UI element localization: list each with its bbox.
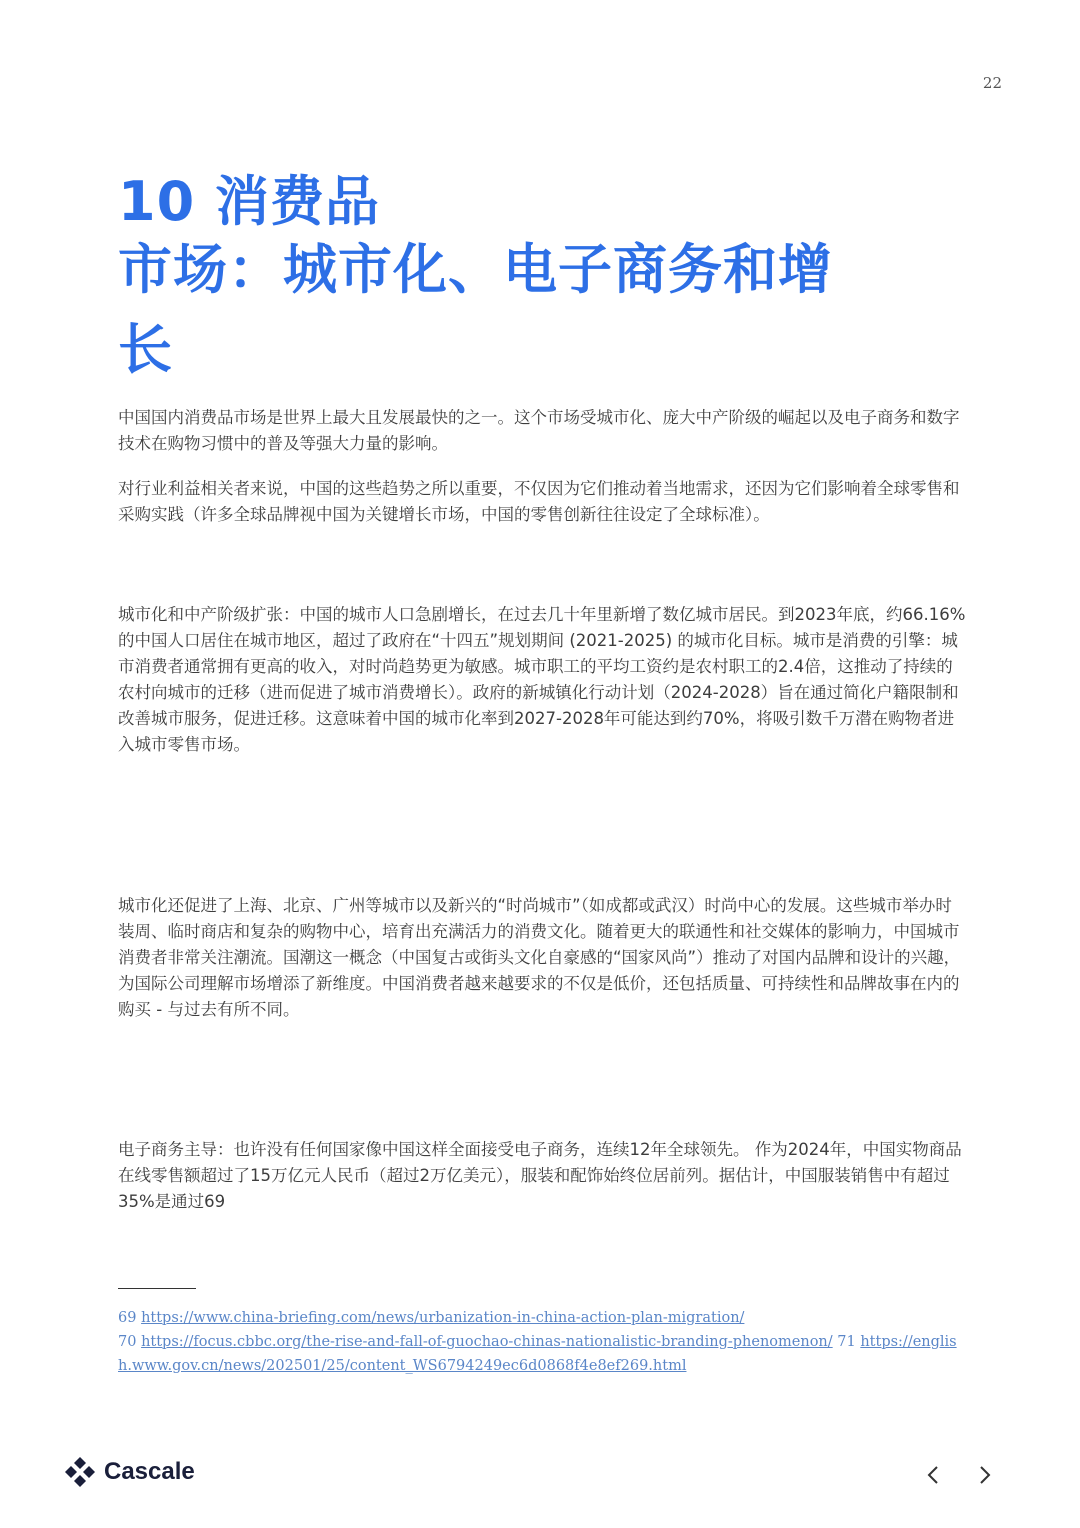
page-number: 22 <box>982 74 1002 92</box>
title-line-2: 市场：城市化、电子商务和增 <box>118 238 833 301</box>
paragraph-ecommerce: 电子商务主导：也许没有任何国家像中国这样全面接受电子商务，连续12年全球领先。 作为2024年，中国实物商品在线零售额超过了15万亿元人民币（超过2万亿美元），服装和配饰始终位居前列。据估计，中国服装销售中有超过35%是通过69 <box>118 1140 962 1211</box>
cascale-logo-icon <box>64 1456 96 1488</box>
page-navigation <box>922 1460 996 1490</box>
title-line-3: 长 <box>118 318 173 381</box>
chevron-right-icon <box>978 1464 992 1486</box>
paragraph-fashion-cities: 城市化还促进了上海、北京、广州等城市以及新兴的“时尚城市”（如成都或武汉）时尚中心的发展。这些城市举办时装周、临时商店和复杂的购物中心，培育出充满活力的消费文化。随着更大的联通性和社交媒体的影响力，中国城市消费者非常关注潮流。国潮这一概念（中国复古或街头文化自豪感的“国家风尚”）推动了对国内品牌和设计的兴趣，为国际公司理解市场增添了新维度。中国消费者越来越要求的不仅是低价，还包括质量、可持续性和品牌故事在内的购买 - 与过去有所不同。 <box>118 896 961 1019</box>
footnote-number: 71 <box>837 1334 856 1350</box>
paragraph-intro: 中国国内消费品市场是世界上最大且发展最快的之一。这个市场受城市化、庞大中产阶级的崛起以及电子商务和数字技术在购物习惯中的普及等强大力量的影响。 <box>118 408 960 453</box>
footnote-69 <box>118 1306 968 1330</box>
paragraph-urbanization: 城市化和中产阶级扩张：中国的城市人口急剧增长，在过去几十年里新增了数亿城市居民。到2023年底，约66.16%的中国人口居住在城市地区，超过了政府在“十四五”规划期间 (2021-2025) 的城市化目标。城市是消费的引擎：城市消费者通常拥有更高的收入，对时尚趋势更为敏感。城市职工的平均工资约是农村职工的2.4倍，这推动了持续的农村向城市的迁移（进而促进了城市消费增长）。政府的新城镇化行动计划（2024-2028）旨在通过简化户籍限制和改善城市服务，促进迁移。这意味着中国的城市化率到2027-2028年可能达到约70%，将吸引数千万潜在购物者进入城市零售市场。 <box>118 605 966 754</box>
footnotes <box>118 1306 968 1378</box>
paragraph-stakeholders: 对行业利益相关者来说，中国的这些趋势之所以重要，不仅因为它们推动着当地需求，还因为它们影响着全球零售和采购实践（许多全球品牌视中国为关键增长市场，中国的零售创新往往设定了全球标准）。 <box>118 479 960 524</box>
footnote-divider <box>118 1288 196 1289</box>
chevron-left-icon <box>926 1464 940 1486</box>
title-line-1: 10 消费品 <box>118 170 380 233</box>
footnote-link-70[interactable]: https://focus.cbbc.org/the-rise-and-fall-of-guochao-chinas-nationalistic-branding-phenomenon/ <box>141 1334 833 1350</box>
next-page-button[interactable] <box>974 1460 996 1490</box>
footnote-link-71[interactable]: https://english.www.gov.cn/news/202501/25/content_WS6794249ec6d0868f4e8ef269.html <box>118 1334 957 1374</box>
previous-page-button[interactable] <box>922 1460 944 1490</box>
footnote-link-69[interactable]: https://www.china-briefing.com/news/urbanization-in-china-action-plan-migration/ <box>141 1310 745 1326</box>
footnote-70-71 <box>118 1330 968 1378</box>
footnote-number: 70 <box>118 1334 137 1350</box>
logo-text: Cascale <box>104 1458 195 1485</box>
cascale-logo[interactable] <box>64 1456 195 1488</box>
page-title <box>118 168 833 384</box>
footnote-number: 69 <box>118 1310 137 1326</box>
